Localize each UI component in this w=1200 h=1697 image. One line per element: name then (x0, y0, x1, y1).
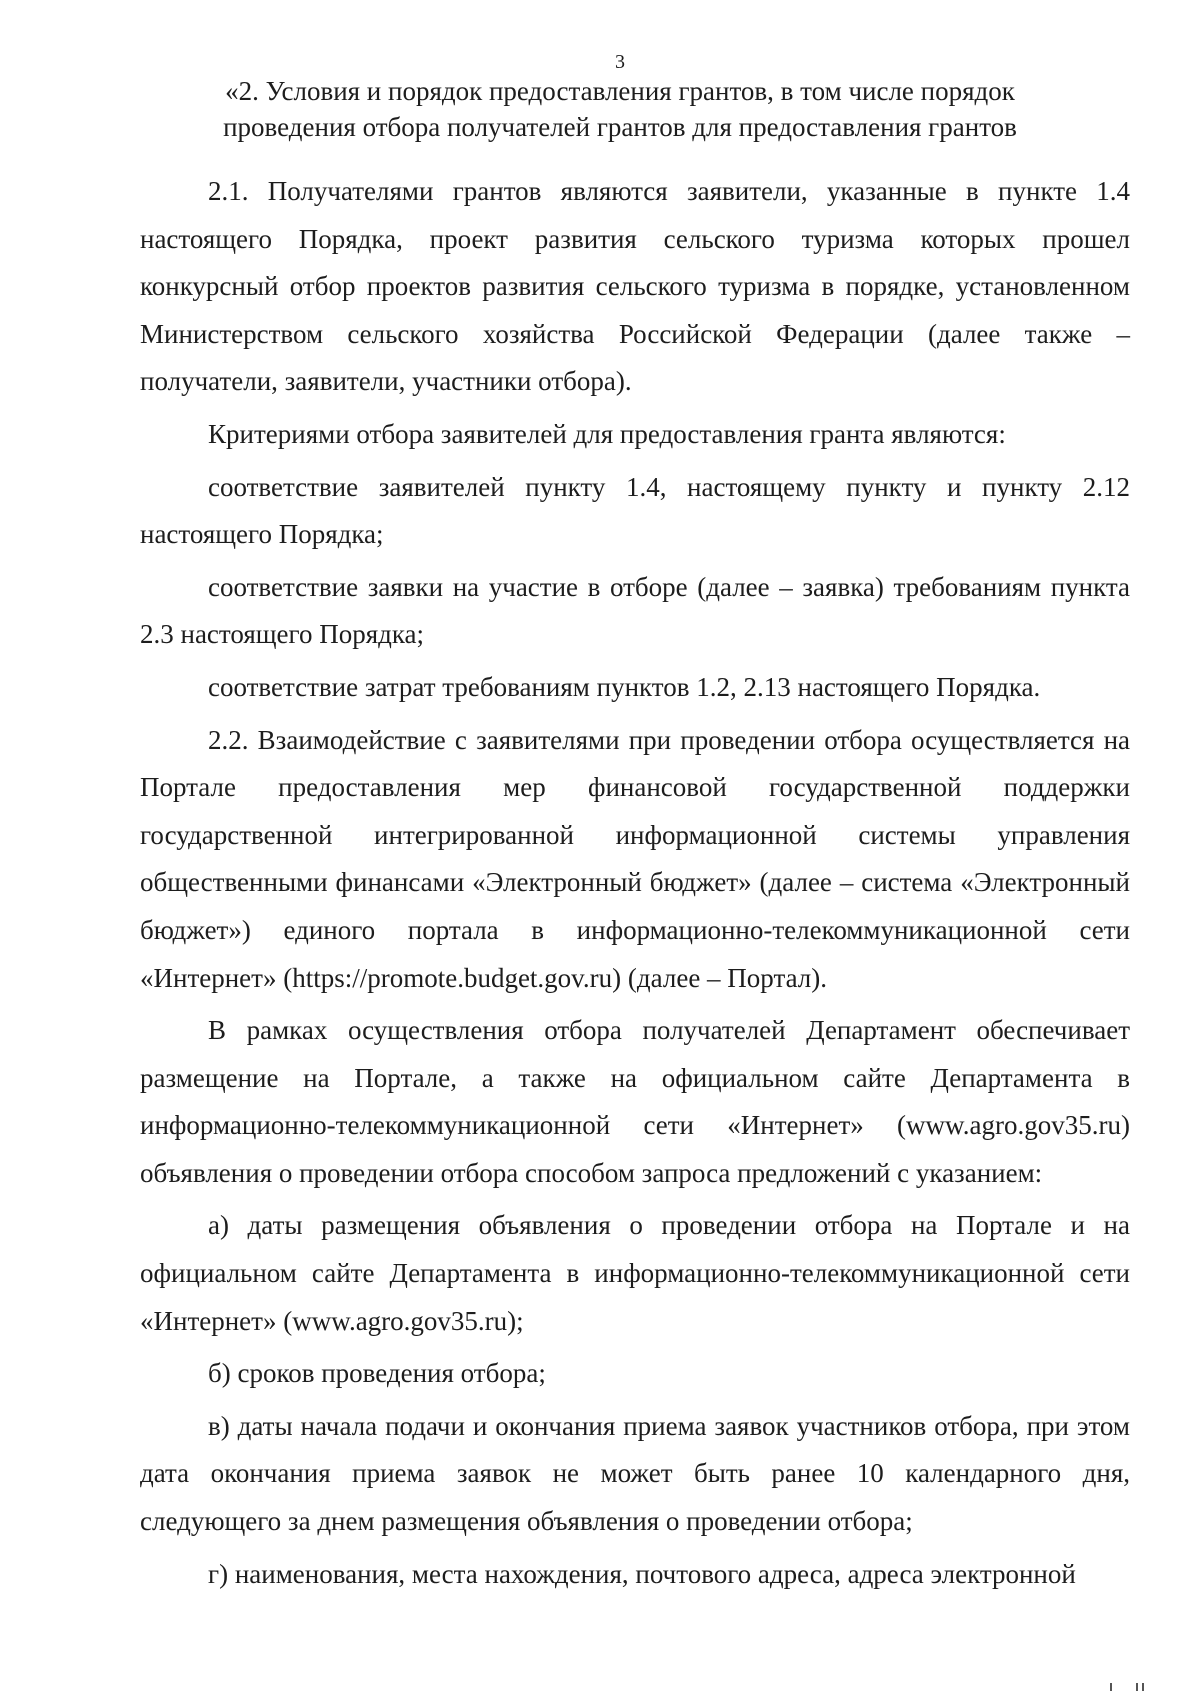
paragraph-criteria-1: соответствие заявителей пункту 1.4, настоящему пункту и пункту 2.12 настоящего Порядка; (140, 471, 1130, 550)
page-number: 3 (615, 51, 625, 73)
section-heading-line-2: проведения отбора получателей грантов для предоставления грантов (223, 112, 1017, 142)
list-item-b: б) сроков проведения отбора; (208, 1358, 546, 1389)
section-heading (0, 73, 1200, 145)
list-item-a: а) даты размещения объявления о проведении отбора на Портале и на официальном сайте Департамента в информационно-телекоммуникационной сети «Интернет» (www.agro.gov35.ru); (140, 1210, 1130, 1336)
paragraph-2-2: 2.2. Взаимодействие с заявителями при проведении отбора осуществляется на Портале предоставления мер финансовой государственной поддержки государственной интегрированной информационной системы управления общественными финансами «Электронный бюджет» (далее – система «Электронный бюджет») единого портала в информационно-телекоммуникационной сети «Интернет» (https://promote.budget.gov.ru) (далее – Портал). (140, 724, 1130, 993)
scan-edge-marks (1040, 1681, 1160, 1691)
paragraph-announcement: В рамках осуществления отбора получателей Департамент обеспечивает размещение на Портале, а также на официальном сайте Департамента в информационно-телекоммуникационной сети «Интернет» (www.agro.gov35.ru) объявления о проведении отбора способом запроса предложений с указанием: (140, 1015, 1130, 1188)
section-heading-line-1: «2. Условия и порядок предоставления грантов, в том числе порядок (225, 76, 1015, 106)
list-item-g: г) наименования, места нахождения, почтового адреса, адреса электронной (208, 1558, 1076, 1589)
list-item-v: в) даты начала подачи и окончания приема заявок участников отбора, при этом дата окончания приема заявок не может быть ранее 10 календарного дня, следующего за днем размещения объявления о проведении отбора; (140, 1410, 1130, 1537)
paragraph-2-1: 2.1. Получателями грантов являются заявители, указанные в пункте 1.4 настоящего Порядка, проект развития сельского туризма которых прошел конкурсный отбор проектов развития сельского туризма в порядке, установленном Министерством сельского хозяйства Российской Федерации (далее также – получатели, заявители, участники отбора). (140, 176, 1130, 397)
body-text (140, 168, 1130, 1603)
paragraph-criteria-2: соответствие заявки на участие в отборе (далее – заявка) требованиям пункта 2.3 настоящего Порядка; (140, 571, 1130, 650)
paragraph-criteria-intro: Критериями отбора заявителей для предоставления гранта являются: (208, 418, 1006, 449)
paragraph-criteria-3: соответствие затрат требованиям пунктов 1.2, 2.13 настоящего Порядка. (208, 671, 1041, 702)
